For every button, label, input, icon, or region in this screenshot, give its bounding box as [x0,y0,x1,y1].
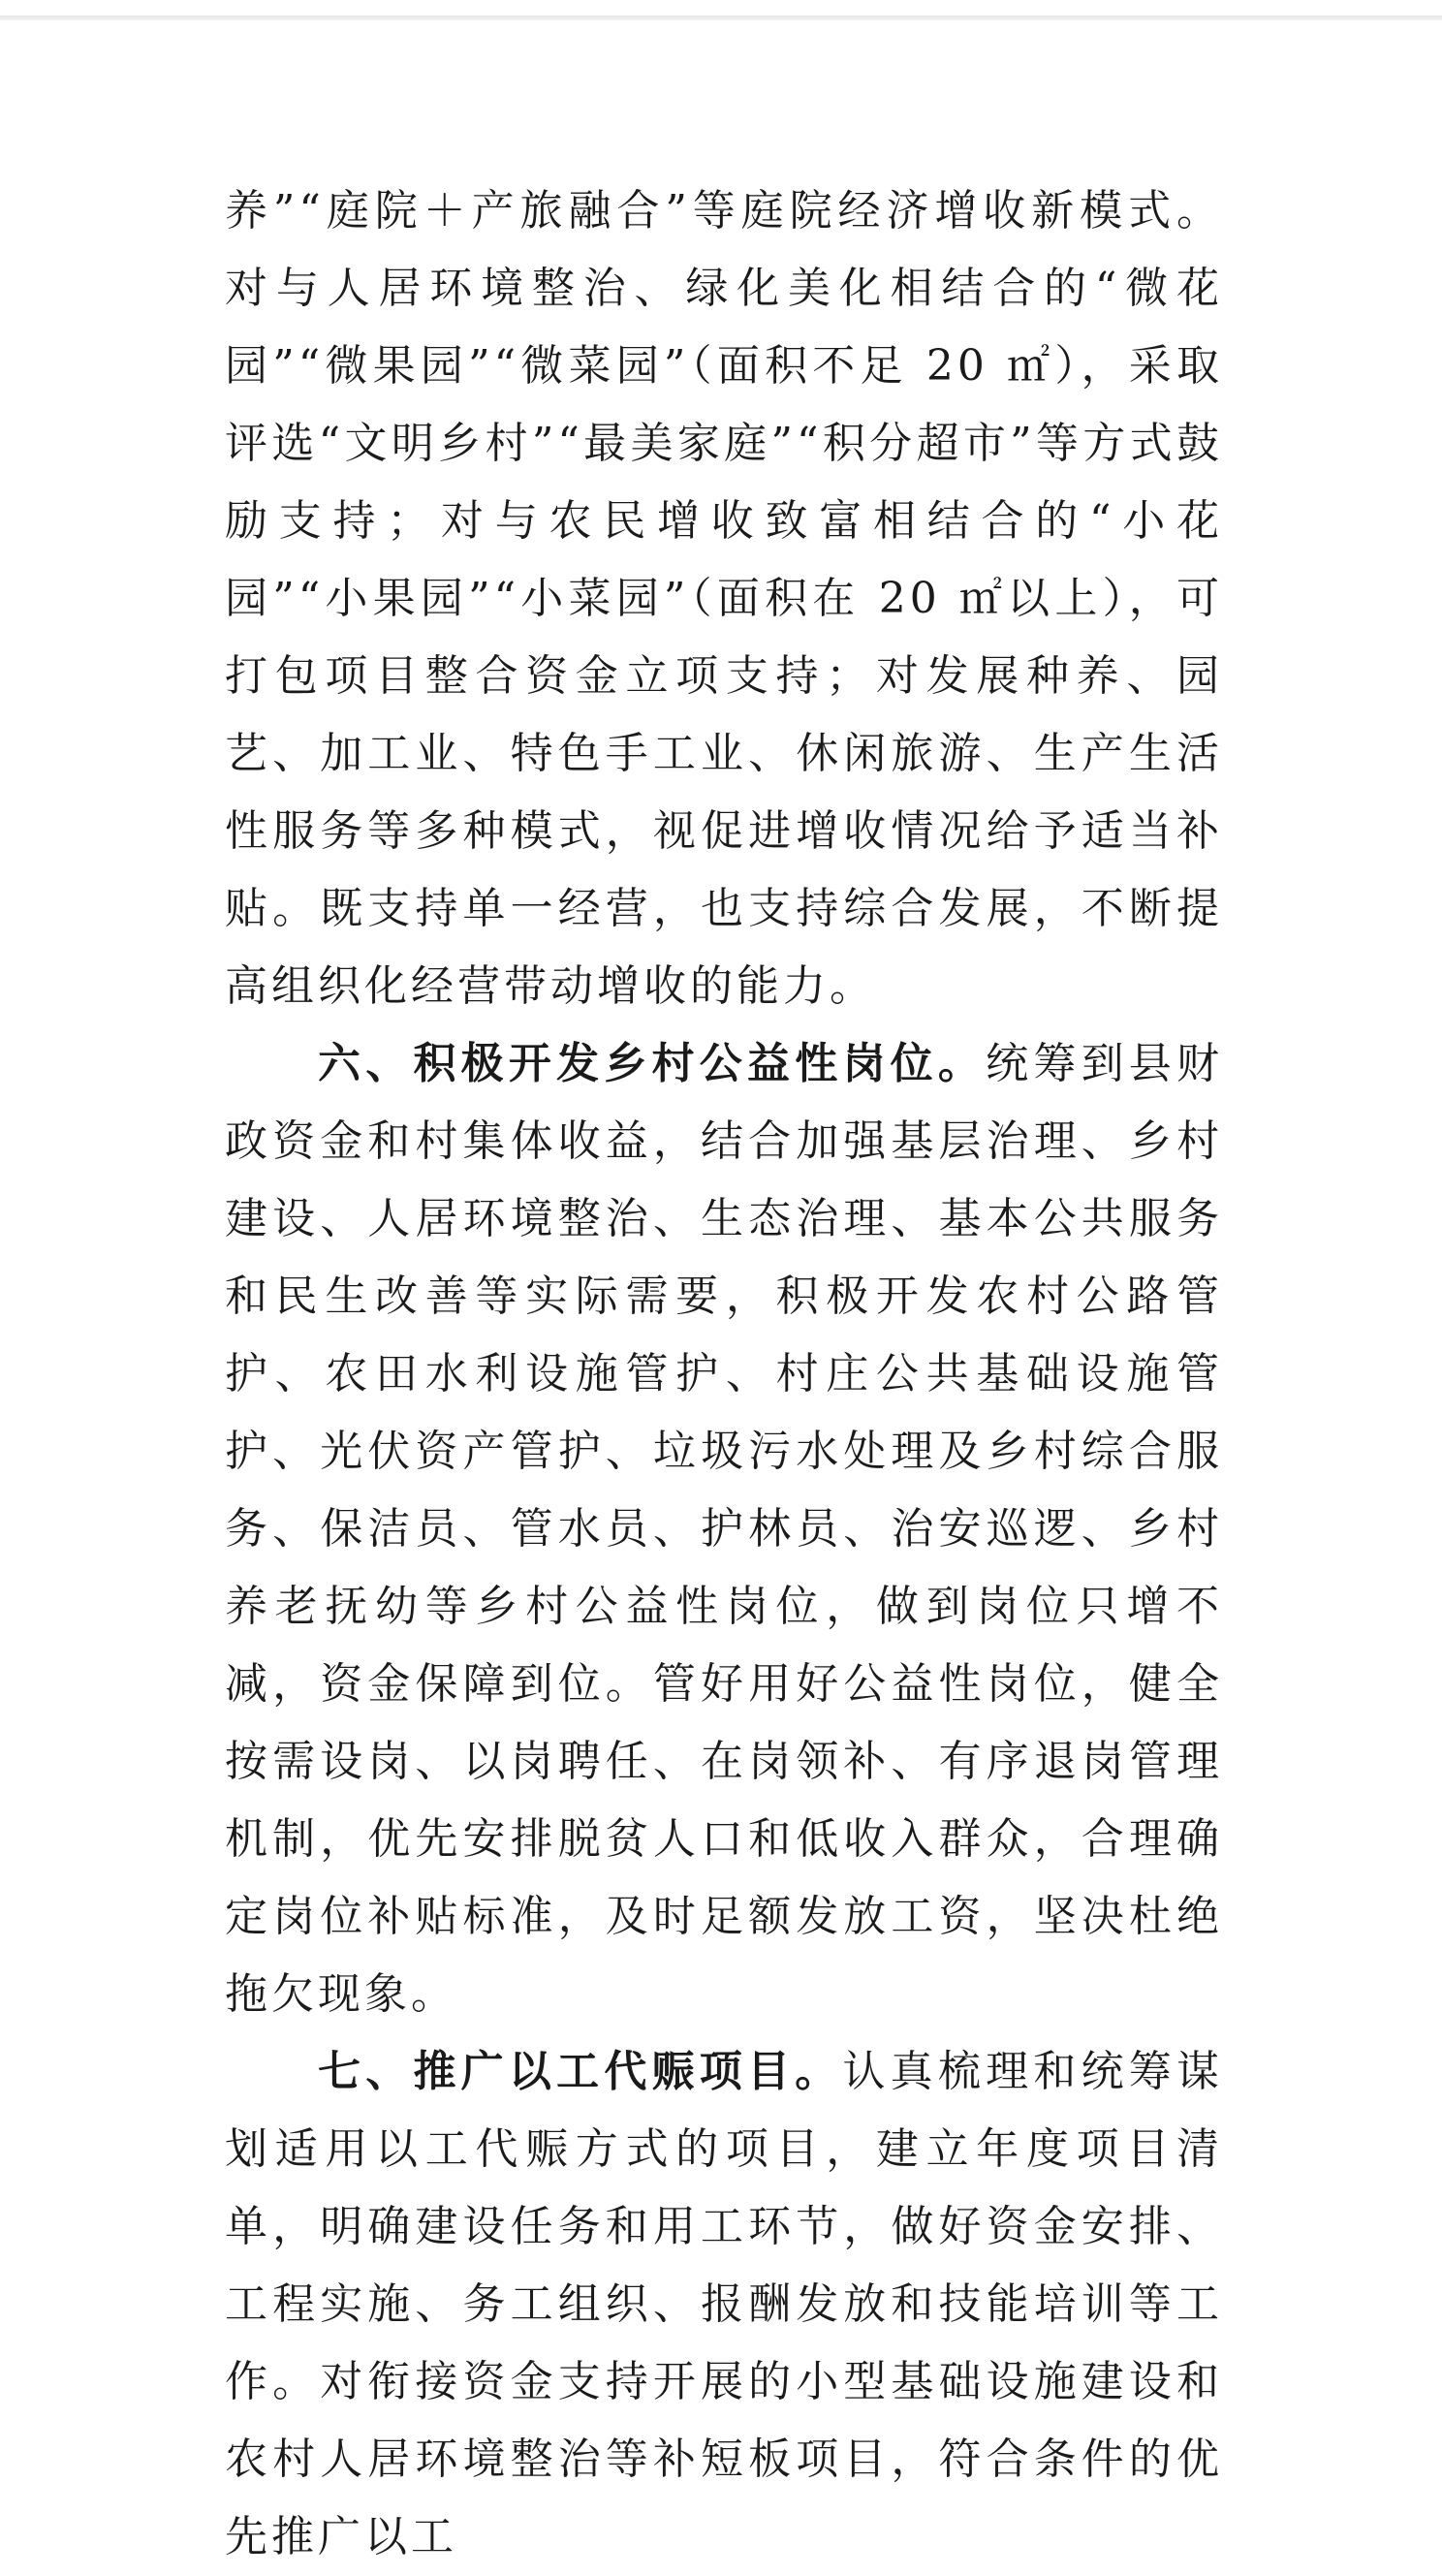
paragraph-text: 统筹到县财政资金和村集体收益，结合加强基层治理、乡村建设、人居环境整治、生态治理、基本公共服务和民生改善等实际需要，积极开发农村公路管护、农田水利设施管护、村庄公共基础设施管护、光伏资产管护、垃圾污水处理及乡村综合服务、保洁员、管水员、护林员、治安巡逻、乡村养老抚幼等乡村公益性岗位，做到岗位只增不减，资金保障到位。管好用好公益性岗位，健全按需设岗、以岗聘任、在岗领补、有序退岗管理机制，优先安排脱贫人口和低收入群众，合理确定岗位补贴标准，及时足额发放工资，坚决杜绝拖欠现象。 [225,1039,1224,2019]
document-body [225,173,1223,2576]
paragraph-section-6 [225,1025,1223,2033]
page-top-edge [0,16,1442,20]
paragraph-text: 认真梳理和统筹谋划适用以工代赈方式的项目，建立年度项目清单，明确建设任务和用工环节，做好资金安排、工程实施、务工组织、报酬发放和技能培训等工作。对衔接资金支持开展的小型基础设施建设和农村人居环境整治等补短板项目，符合条件的优先推广以工 [225,2047,1224,2561]
section-heading: 七、推广以工代赈项目。 [318,2047,843,2096]
paragraph-continued [225,173,1223,1025]
paragraph-section-7 [225,2033,1223,2576]
section-heading: 六、积极开发乡村公益性岗位。 [318,1039,987,1088]
paragraph-text: 养”“庭院＋产旅融合”等庭院经济增收新模式。对与人居环境整治、绿化美化相结合的“微花园”“微果园”“微菜园”（面积不足 20 ㎡），采取评选“文明乡村”“最美家庭”“积分超市”等方式鼓励支持；对与农民增收致富相结合的“小花园”“小果园”“小菜园”（面积在 20 ㎡以上），可打包项目整合资金立项支持；对发展种养、园艺、加工业、特色手工业、休闲旅游、生产生活性服务等多种模式，视促进增收情况给予适当补贴。既支持单一经营，也支持综合发展，不断提高组织化经营带动增收的能力。 [225,186,1223,1011]
